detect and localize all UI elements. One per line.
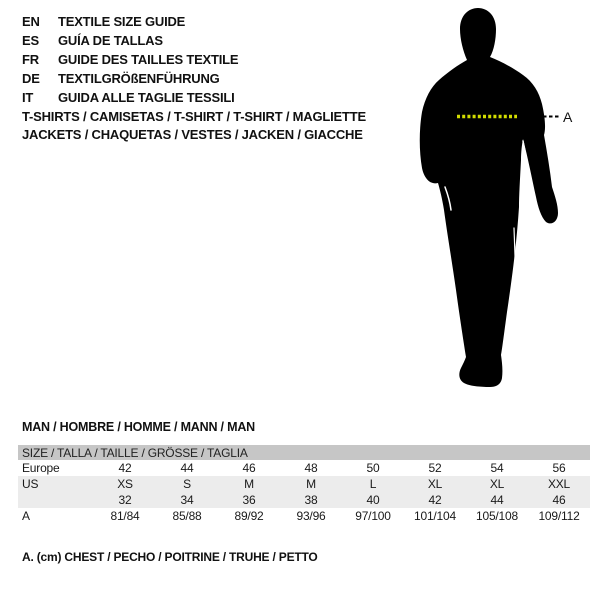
table-row-us — [18, 476, 590, 492]
language-label: GUIDA ALLE TAGLIE TESSILI — [58, 90, 235, 105]
language-code: IT — [22, 90, 34, 105]
section-title-man: MAN / HOMBRE / HOMME / MANN / MAN — [22, 420, 255, 434]
size-table — [18, 445, 590, 524]
category-jackets: JACKETS / CHAQUETAS / VESTES / JACKEN / GIACCHE — [22, 127, 363, 142]
language-label: TEXTILE SIZE GUIDE — [58, 14, 186, 29]
table-cell: 56 — [552, 461, 566, 475]
male-silhouette-figure — [395, 0, 600, 420]
row-label: US — [18, 476, 94, 492]
language-code: ES — [22, 33, 39, 48]
table-cell: 109/112 — [538, 509, 580, 523]
table-cell: 34 — [156, 492, 218, 508]
language-label: GUÍA DE TALLAS — [58, 33, 163, 48]
table-cell: 40 — [342, 492, 404, 508]
measure-label-a: A — [563, 109, 573, 125]
language-code: DE — [22, 71, 40, 86]
table-cell: 38 — [280, 492, 342, 508]
table-cell: 36 — [218, 492, 280, 508]
table-cell: 89/92 — [234, 509, 264, 523]
table-cell: 48 — [304, 461, 318, 475]
table-row-chest-a — [18, 508, 590, 524]
language-code: FR — [22, 52, 39, 67]
table-cell: 105/108 — [476, 509, 518, 523]
language-row-fr — [22, 50, 238, 69]
table-row-us-numeric — [18, 492, 590, 508]
table-cell: XXL — [528, 476, 590, 492]
table-cell: 32 — [94, 492, 156, 508]
table-cell: 46 — [528, 492, 590, 508]
table-row-europe — [18, 460, 590, 476]
table-header-label: SIZE / TALLA / TAILLE / GRÖSSE / TAGLIA — [18, 445, 590, 460]
table-cell: 101/104 — [414, 509, 456, 523]
table-cell: S — [156, 476, 218, 492]
table-cell: 85/88 — [172, 509, 202, 523]
table-cell: 46 — [242, 461, 256, 475]
row-label — [18, 492, 94, 508]
table-cell: M — [218, 476, 280, 492]
language-list — [22, 12, 238, 107]
table-cell: 44 — [466, 492, 528, 508]
table-cell: 52 — [428, 461, 442, 475]
table-cell: XS — [94, 476, 156, 492]
table-cell: XL — [404, 476, 466, 492]
table-cell: 81/84 — [110, 509, 140, 523]
table-cell: 44 — [180, 461, 194, 475]
table-header-row — [18, 445, 590, 460]
table-cell: 93/96 — [296, 509, 326, 523]
table-cell: L — [342, 476, 404, 492]
row-label: A — [22, 509, 30, 523]
row-label: Europe — [22, 461, 60, 475]
table-cell: 42 — [404, 492, 466, 508]
footnote-chest: A. (cm) CHEST / PECHO / POITRINE / TRUHE / PETTO — [22, 550, 318, 564]
category-tshirts: T-SHIRTS / CAMISETAS / T-SHIRT / T-SHIRT / MAGLIETTE — [22, 109, 366, 124]
language-row-de — [22, 69, 238, 88]
garment-categories — [22, 108, 366, 144]
table-cell: 42 — [118, 461, 132, 475]
table-cell: 50 — [366, 461, 380, 475]
language-label: TEXTILGRÖßENFÜHRUNG — [58, 71, 220, 86]
table-cell: XL — [466, 476, 528, 492]
table-cell: 54 — [490, 461, 504, 475]
language-row-it — [22, 88, 238, 107]
silhouette-body — [420, 8, 558, 387]
language-row-en — [22, 12, 238, 31]
table-cell: 97/100 — [355, 509, 391, 523]
language-label: GUIDE DES TAILLES TEXTILE — [58, 52, 239, 67]
table-cell: M — [280, 476, 342, 492]
language-code: EN — [22, 14, 40, 29]
language-row-es — [22, 31, 238, 50]
